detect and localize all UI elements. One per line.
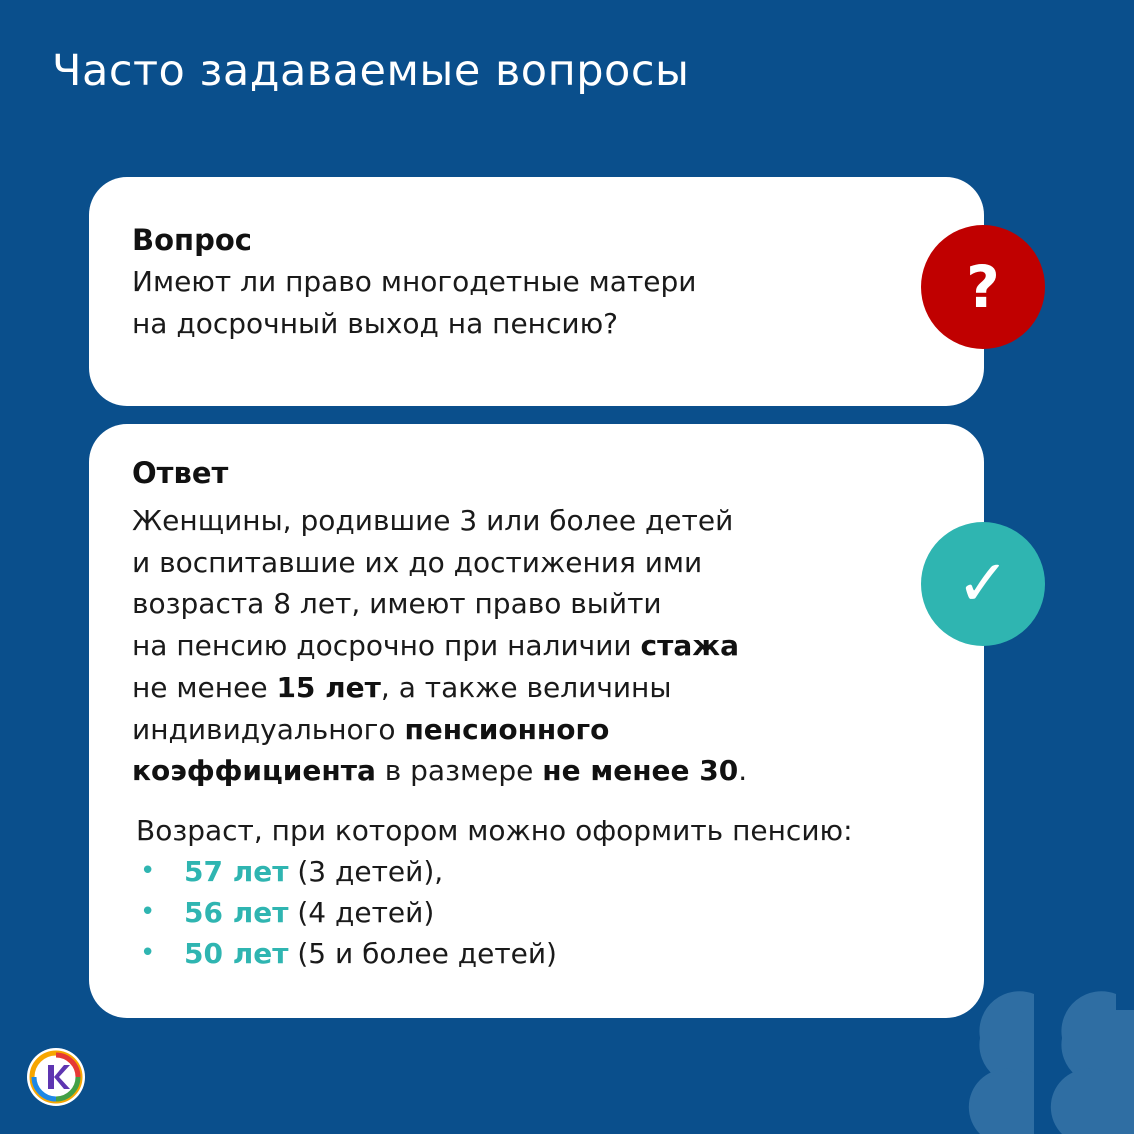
question-mark-icon: [921, 225, 1045, 349]
question-text: [132, 261, 696, 345]
answer-text-span: не менее: [132, 670, 277, 704]
answer-bold-span: стажа: [640, 629, 739, 663]
list-item: [136, 892, 853, 933]
answer-text-span: в размере: [375, 754, 543, 788]
answer-line-3: возраста 8 лет, имеют право выйти: [132, 587, 662, 621]
retirement-age-block: [136, 810, 853, 974]
age-note: (4 детей): [288, 896, 435, 929]
question-line: Имеют ли право многодетные матери: [132, 265, 697, 298]
answer-line-2: и воспитавшие их до достижения ими: [132, 545, 703, 579]
age-note: (5 и более детей): [288, 937, 557, 970]
bullet-icon: •: [140, 897, 156, 927]
k-brand-logo-icon: [26, 1047, 86, 1107]
page-title: Часто задаваемые вопросы: [52, 46, 690, 96]
age-value: 50 лет: [184, 937, 289, 970]
answer-text-span: на пенсию досрочно при наличии: [132, 629, 641, 663]
answer-text-span: .: [738, 754, 748, 788]
retirement-age-intro: Возраст, при котором можно оформить пенсию:: [136, 814, 853, 847]
answer-text-span: , а также величины: [380, 670, 672, 704]
age-value: 56 лет: [184, 896, 289, 929]
answer-line-5: [132, 667, 747, 709]
answer-text: [132, 500, 747, 792]
answer-line-1: Женщины, родившие 3 или более детей: [132, 504, 734, 537]
list-item: [136, 851, 853, 892]
answer-heading: Ответ: [132, 456, 229, 490]
question-heading: Вопрос: [132, 223, 252, 257]
answer-bold-span: 15 лет: [276, 670, 381, 704]
bullet-icon: •: [140, 856, 156, 886]
question-mark-glyph: ?: [966, 253, 1000, 321]
answer-line-4: [132, 625, 747, 667]
answer-line-6: [132, 709, 747, 751]
answer-card: [89, 424, 984, 1018]
checkmark-icon: [921, 522, 1045, 646]
answer-bold-span: пенсионного: [404, 712, 610, 746]
age-value: 57 лет: [184, 855, 289, 888]
retirement-age-list: [136, 851, 853, 974]
bullet-icon: •: [140, 938, 156, 968]
question-line: на досрочный выход на пенсию?: [132, 307, 619, 340]
quote-shapes-decor-icon: [960, 990, 1134, 1134]
decor-shape: [1051, 1069, 1116, 1134]
decor-shape: [969, 1069, 1034, 1134]
list-item: [136, 933, 853, 974]
decor-shape: [1116, 1010, 1134, 1134]
checkmark-glyph: ✓: [956, 547, 1010, 621]
answer-line-7: [132, 750, 747, 792]
age-note: (3 детей),: [288, 855, 444, 888]
answer-bold-span: коэффициента: [132, 754, 376, 788]
question-card: [89, 177, 984, 406]
answer-text-span: индивидуального: [132, 712, 405, 746]
answer-bold-span: не менее 30: [542, 754, 739, 788]
